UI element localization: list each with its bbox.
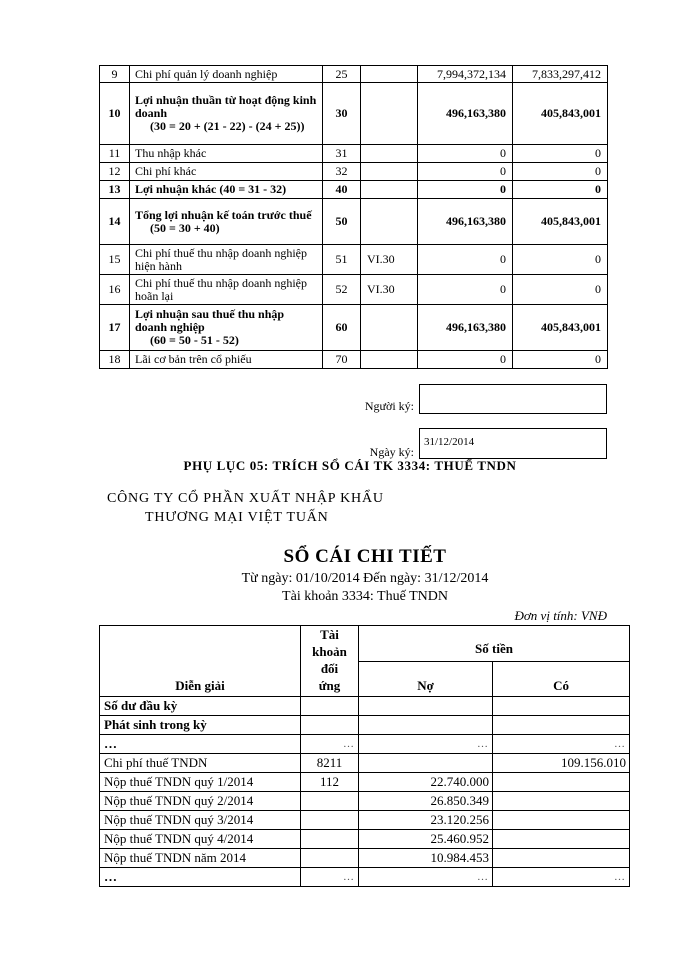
ledger-row [100, 868, 630, 887]
ledger-counter-account [301, 716, 359, 735]
row-number: 18 [100, 351, 130, 369]
income-row [100, 199, 608, 245]
row-number: 9 [100, 66, 130, 83]
row-code: 60 [323, 305, 361, 351]
row-name-text: Chi phí khác [135, 164, 197, 178]
header-debit: Nợ [359, 661, 493, 697]
ledger-period: Từ ngày: 01/10/2014 Đến ngày: 31/12/2014 [241, 571, 489, 586]
income-statement-body [100, 66, 608, 369]
ledger-description: Nộp thuế TNDN quý 1/2014 [100, 773, 301, 792]
row-name-text: Chi phí thuế thu nhập doanh nghiệp hoãn lại [135, 275, 307, 303]
ledger-body [100, 697, 630, 887]
currency-unit: Đơn vị tính: VNĐ [514, 608, 607, 623]
row-name-text: Chi phí thuế thu nhập doanh nghiệp hiện hành [135, 245, 307, 273]
row-previous-value: 7,833,297,412 [513, 66, 608, 83]
company-name-line1: CÔNG TY CỔ PHẦN XUẤT NHẬP KHẨU [107, 491, 384, 506]
ledger-debit: 26.850.349 [359, 792, 493, 811]
row-number: 10 [100, 83, 130, 145]
row-current-value: 0 [418, 163, 513, 181]
income-row [100, 66, 608, 83]
ledger-account: Tài khoản 3334: Thuế TNDN [282, 589, 448, 604]
row-current-value: 7,994,372,134 [418, 66, 513, 83]
row-name [130, 66, 323, 83]
header-amount: Số tiền [359, 626, 630, 662]
ledger-debit [359, 697, 493, 716]
ledger-row [100, 830, 630, 849]
ledger-credit [493, 716, 630, 735]
row-number: 15 [100, 245, 130, 275]
ledger-description: Nộp thuế TNDN quý 2/2014 [100, 792, 301, 811]
row-note [361, 199, 418, 245]
ledger-credit [493, 849, 630, 868]
row-name [130, 181, 323, 199]
income-row [100, 145, 608, 163]
row-current-value: 496,163,380 [418, 199, 513, 245]
row-name [130, 83, 323, 145]
ledger-description: … [100, 735, 301, 754]
row-number: 14 [100, 199, 130, 245]
row-name-text: Thu nhập khác [135, 146, 207, 160]
ledger-description: Nộp thuế TNDN quý 4/2014 [100, 830, 301, 849]
ledger-debit [359, 716, 493, 735]
row-previous-value: 0 [513, 163, 608, 181]
row-note [361, 145, 418, 163]
row-number: 11 [100, 145, 130, 163]
ledger-debit: 23.120.256 [359, 811, 493, 830]
row-code: 25 [323, 66, 361, 83]
ledger-counter-account: 112 [301, 773, 359, 792]
row-code: 52 [323, 275, 361, 305]
row-name [130, 145, 323, 163]
ledger-header [100, 626, 630, 697]
row-previous-value: 405,843,001 [513, 305, 608, 351]
row-note: VI.30 [361, 275, 418, 305]
row-note [361, 181, 418, 199]
income-row [100, 181, 608, 199]
header-credit: Có [493, 661, 630, 697]
row-code: 40 [323, 181, 361, 199]
row-name [130, 275, 323, 305]
ledger-description: Phát sinh trong kỳ [100, 716, 301, 735]
ledger-counter-account [301, 830, 359, 849]
income-statement-table [99, 65, 608, 369]
row-current-value: 0 [418, 245, 513, 275]
row-formula: (30 = 20 + (21 - 22) - (24 + 25)) [150, 119, 305, 133]
income-row [100, 245, 608, 275]
row-code: 31 [323, 145, 361, 163]
row-name-text: Lợi nhuận sau thuế thu nhập doanh nghiệp [135, 307, 285, 334]
ledger-credit: … [493, 735, 630, 754]
ledger-counter-account: 8211 [301, 754, 359, 773]
ledger-description: Nộp thuế TNDN quý 3/2014 [100, 811, 301, 830]
row-number: 17 [100, 305, 130, 351]
row-current-value: 0 [418, 275, 513, 305]
ledger-table [99, 625, 630, 887]
ledger-row [100, 773, 630, 792]
income-row [100, 351, 608, 369]
income-row [100, 83, 608, 145]
ledger-credit: 109.156.010 [493, 754, 630, 773]
ledger-debit: … [359, 868, 493, 887]
row-name-text: Lợi nhuận khác (40 = 31 - 32) [135, 182, 287, 196]
sign-date-label: Ngày ký: [369, 445, 414, 459]
ledger-row [100, 735, 630, 754]
row-note [361, 163, 418, 181]
ledger-counter-account: … [301, 735, 359, 754]
row-previous-value: 0 [513, 181, 608, 199]
row-previous-value: 405,843,001 [513, 199, 608, 245]
ledger-row [100, 754, 630, 773]
ledger-description: … [100, 868, 301, 887]
row-previous-value: 0 [513, 145, 608, 163]
row-current-value: 0 [418, 181, 513, 199]
ledger-credit [493, 830, 630, 849]
row-note [361, 83, 418, 145]
row-formula: (60 = 50 - 51 - 52) [150, 333, 239, 347]
row-name-text: Lợi nhuận thuần từ hoạt động kinh doanh [135, 93, 317, 120]
row-current-value: 0 [418, 351, 513, 369]
ledger-description: Nộp thuế TNDN năm 2014 [100, 849, 301, 868]
row-number: 12 [100, 163, 130, 181]
ledger-counter-account [301, 811, 359, 830]
ledger-row [100, 716, 630, 735]
income-row [100, 305, 608, 351]
ledger-credit: … [493, 868, 630, 887]
ledger-row [100, 792, 630, 811]
row-current-value: 496,163,380 [418, 305, 513, 351]
ledger-debit: 25.460.952 [359, 830, 493, 849]
ledger-description: Số dư đầu kỳ [100, 697, 301, 716]
row-name [130, 245, 323, 275]
ledger-debit [359, 754, 493, 773]
row-note [361, 351, 418, 369]
row-name [130, 351, 323, 369]
row-code: 30 [323, 83, 361, 145]
row-formula: (50 = 30 + 40) [150, 220, 220, 235]
row-code: 50 [323, 199, 361, 245]
row-number: 13 [100, 181, 130, 199]
row-name [130, 199, 323, 245]
appendix-title: PHỤ LỤC 05: TRÍCH SỔ CÁI TK 3334: THUẾ TNDN [183, 458, 517, 473]
row-current-value: 0 [418, 145, 513, 163]
ledger-counter-account [301, 697, 359, 716]
header-description: Diễn giải [100, 626, 301, 697]
ledger-description: Chi phí thuế TNDN [100, 754, 301, 773]
income-row [100, 275, 608, 305]
row-number: 16 [100, 275, 130, 305]
ledger-debit: 10.984.453 [359, 849, 493, 868]
ledger-counter-account: … [301, 868, 359, 887]
row-code: 32 [323, 163, 361, 181]
row-name-text: Chi phí quản lý doanh nghiệp [135, 66, 278, 81]
row-previous-value: 405,843,001 [513, 83, 608, 145]
row-code: 51 [323, 245, 361, 275]
row-code: 70 [323, 351, 361, 369]
row-name-text: Lãi cơ bản trên cổ phiếu [135, 352, 252, 366]
company-name-line2: THƯƠNG MẠI VIỆT TUẤN [145, 510, 329, 525]
row-current-value: 496,163,380 [418, 83, 513, 145]
header-counter-account: Tài khoản đối ứng [301, 626, 359, 697]
signer-label: Người ký: [364, 399, 414, 413]
row-previous-value: 0 [513, 351, 608, 369]
ledger-credit [493, 773, 630, 792]
ledger-debit: 22.740.000 [359, 773, 493, 792]
ledger-counter-account [301, 849, 359, 868]
ledger-row [100, 811, 630, 830]
signer-field[interactable] [419, 384, 607, 414]
income-row [100, 163, 608, 181]
row-previous-value: 0 [513, 245, 608, 275]
sign-date-field[interactable]: 31/12/2014 [419, 428, 607, 459]
ledger-row [100, 697, 630, 716]
row-note: VI.30 [361, 245, 418, 275]
ledger-debit: … [359, 735, 493, 754]
row-note [361, 66, 418, 83]
ledger-credit [493, 792, 630, 811]
row-name-text: Tổng lợi nhuận kế toán trước thuế [135, 207, 312, 222]
row-name [130, 163, 323, 181]
row-previous-value: 0 [513, 275, 608, 305]
ledger-counter-account [301, 792, 359, 811]
ledger-title: SỔ CÁI CHI TIẾT [283, 546, 447, 567]
ledger-row [100, 849, 630, 868]
ledger-credit [493, 697, 630, 716]
ledger-credit [493, 811, 630, 830]
row-note [361, 305, 418, 351]
row-name [130, 305, 323, 351]
